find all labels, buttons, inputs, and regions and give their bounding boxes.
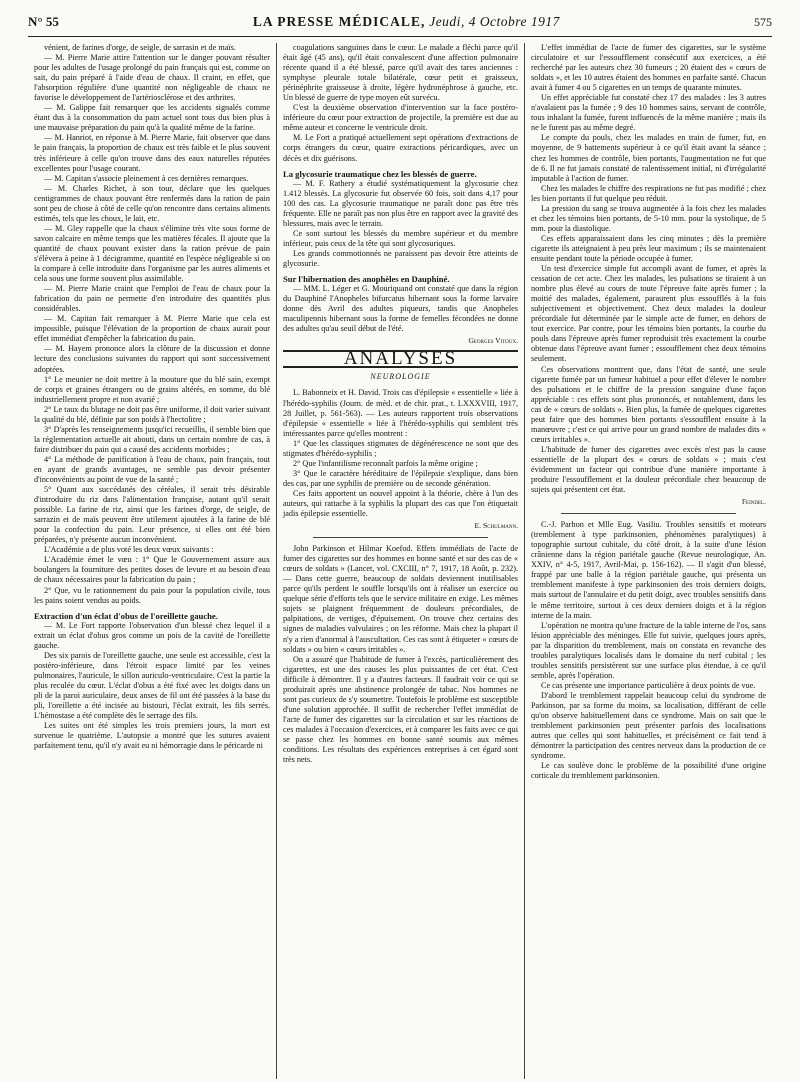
paragraph: M. Le Fort a pratiqué actuellement sept opérations d'extractions de corps étrangers du cœur, quatre extractions péricardiques, avec un décès et dix guérisons. — [283, 133, 518, 163]
paragraph: La pression du sang se trouva augmentée à la fois chez les malades et chez les témoins bien portants, de 5-10 mm. pour la systolique, de 5 mm. pour la diastolique. — [531, 203, 766, 233]
paragraph: Les grands commotionnés ne paraissent pas devoir être atteints de glycosurie. — [283, 248, 518, 268]
paragraph: Un effet appréciable fut constaté chez 17 des malades : les 3 autres n'avalaient pas la fumée ; 9 des 10 hommes sains, servant de contrôle, tous inhalant la fumée, furent influencés de la même manière ; mais ils ne le furent pas au même degré. — [531, 93, 766, 133]
paragraph: John Parkinson et Hilmar Koefod. Effets immédiats de l'acte de fumer des cigarettes sur des hommes en bonne santé et sur des cas de « cœurs de soldats » (Lancet, vol. CXCIII, n° 7, 1917, 18 Août, p. 232). — Dans cette guerre, beaucoup de soldats deviennent inutilisables parce qu'ils perdent le souffle lorsqu'ils ont à réaliser un exercice ou quelque série d'efforts tels que le service militaire en exige. Les mêmes sujets se plaignent fréquemment de douleurs précordiales, de palpitations, de vertiges, d'épuisement. On trouve chez certains des signes de maladies valvulaires ; on les réforme. Mais chez la plupart il n'y a rien d'anormal à l'auscultation. Ces cas sont à étiqueter « cœurs de soldats » ou bien « cœurs irritables ». — [283, 544, 518, 654]
paragraph: — M. Pierre Marie craint que l'emploi de l'eau de chaux pour la fabrication du pain ne permette d'en introduire des quantités plus considérables. — [34, 284, 270, 314]
section-heading-extraction: Extraction d'un éclat d'obus de l'oreillette gauche. — [34, 610, 218, 621]
divider — [313, 537, 488, 538]
paragraph: L'Académie a de plus voté les deux vœux suivants : — [44, 545, 214, 555]
divider — [561, 513, 736, 514]
paragraph: vénient, de farines d'orge, de seigle, de sarrasin et de maïs. — [44, 43, 236, 52]
paragraph: 3° Que le caractère héréditaire de l'épilepsie s'explique, dans bien des cas, par une syphilis de première ou de seconde génération. — [283, 468, 518, 488]
paragraph: — M. Pierre Marie attire l'attention sur le danger pouvant résulter pour les adultes de l'usage prolongé du pain français qui est, comme on sait, du pain préparé à l'aide d'eau de chaux. Il craint, en effet, que l'absorption régulière d'une quantité non négligeable de chaux ne favorise le développement de l'artériosclérose et des arthrites. — [34, 53, 270, 103]
paragraph: Un test d'exercice simple fut accompli avant de fumer, et après la cessation de cet acte. Chez les malades, les pulsations se tiraient à un nombre plus élevé au cours de toute l'épreuve faite après fumer ; la moitié des malades, également, paraurent plus essoufflés à la fois subjectivement et objectivement. Chez deux malades la douleur précordiale fut déterminée par le simple acte de fumer, en dehors de tout exercice. Par contre, pour les témoins bien portants, la courbe du pouls dans l'épreuve après fumer reproduisit très exactement la courbe obtenue dans l'épreuve avant fumer ; essoufflement chez deux témoins seulement. — [531, 264, 766, 364]
paragraph: L'Académie émet le vœu : 1° Que le Gouvernement assure aux boulangers la fourniture des petites doses de levure et au besoin d'eau de chaux nécessaires pour la fabrication du pain ; — [34, 555, 270, 585]
issue-number: N° 55 — [28, 14, 59, 29]
column-2-paragraphs-e — [283, 544, 518, 765]
journal-title — [253, 14, 560, 30]
section-heading-anopheles: Sur l'hibernation des anophèles en Dauphiné. — [283, 274, 450, 285]
paragraph: — M. Charles Richet, à son tour, déclare que les quelques centigrammes de chaux pouvant être renfermés dans la ration de pain sont peu de chose à côté de celle qu'on rencontre dans certains aliments estimés, tels que les choux, le lait, etc. — [34, 183, 270, 223]
paragraph: — M. F. Rathery a étudié systématiquement la glycosurie chez 1.412 blessés. La glycosurie fut observée 60 fois, soit dans 4,17 pour 100 des cas. La glycosurie traumatique ne paraît donc pas être très fréquente. Elle ne paraît pas non plus être en rapport avec la gravité des blessures, mais avec le terrain. — [283, 178, 518, 228]
paragraph: 5° Quant aux succédanés des céréales, il serait très désirable d'introduire du riz dans l'alimentation française, autant qu'il serait possible. La farine de riz, ainsi que les farines d'orge, de seigle, de sarrazin et de maïs peuvent être utilement ajoutées à la farine de blé pour la confection du pain. Leur présence, si elles ont été bien préparées, n'y présente aucun inconvénient. — [34, 485, 270, 545]
paragraph: Chez les malades le chiffre des respirations ne fut pas modifié ; chez les bien portants il fut quelque peu réduit. — [531, 183, 766, 203]
signature-feindel: Feindel. — [741, 497, 766, 507]
paragraph: D'abord le tremblement rappelait beaucoup celui du syndrome de Parkinson, par sa forme du moins, sa localisation, différant de celle qu'on observe habituellement dans ce syndrome. Mais on sait que le tremblement parkinsonien peut présenter parfois des localisations autres que celles qui sont habituelles, et précisément ce fait tend à démontrer la participation des centres nerveux dans la production de ce syndrome. — [531, 690, 766, 761]
section-neurologie: NEUROLOGIE — [370, 372, 431, 382]
paragraph: Ce sont surtout les blessés du membre supérieur et du membre inférieur, puis ceux de la tête qui sont glycosuriques. — [283, 228, 518, 248]
column-3 — [524, 43, 772, 1079]
paragraph: C.-J. Parhon et Mlle Eug. Vasiliu. Troubles sensitifs et moteurs (tremblement à type parkinsonien, phénomènes paralytiques) à topographie surtout cubitale, du côté droit, à la suite d'une lésion crânienne dans la région pariétale gauche (Revue neurologique, An. XXIV, n° 4-5, 1917, Avril-Mai, p. 156-162). — Il s'agit d'un blessé, frappé par une balle à la région pariétale gauche, qui présenta un tremblement manifeste à type parkinsonien des trois derniers doigts, mais surtout de l'annulaire et du petit doigt, avec troubles sensitifs dans le même territoire, surtout à ces deux derniers doigts et à la région interne de la main. — [531, 520, 766, 620]
column-1 — [28, 43, 276, 1079]
signature-vitoux: Georges Vitoux. — [468, 336, 518, 346]
paragraph: — M. Hayem prononce alors la clôture de la discussion et donne lecture des conclusions suivantes du rapport qui sont successivement adoptées. — [34, 344, 270, 374]
paragraph: — M. Capitan fait remarquer à M. Pierre Marie que cela est impossible, puisque l'élévation de la proportion de chaux aurait pour effet immédiat d'empêcher la fabrication du pain. — [34, 314, 270, 344]
paragraph: 1° Que les classiques stigmates de dégénérescence ne sont que des stigmates d'hérédo-syphilis ; — [283, 438, 518, 458]
paragraph: Ces faits apportent un nouvel appoint à la théorie, chère à l'un des auteurs, qui rattache à la syphilis la plupart des cas que l'on étiquetait jadis épilepsie essentielle. — [283, 488, 518, 519]
paragraph: — M. Galippe fait remarquer que les accidents signalés comme étant dus à la consommation du pain actuel sont tous dus bien plus à une mauvaise préparation du pain qu'à la qualité même de la farine. — [34, 103, 270, 133]
paragraph: C'est la deuxième observation d'intervention sur la face postéro-inférieure du cœur pour extraction de projectile, la première est due au même auteur et concerne le ventricule droit. — [283, 103, 518, 133]
issue-date: Jeudi, 4 Octobre 1917 — [429, 14, 560, 29]
paragraph: — M. Gley rappelle que la chaux s'élimine très vite sous forme de savon calcaire en même temps que les matières fécales. Il ajoute que la quantité de chaux pouvant exister dans la ration prévue de pain s'élèvera à peine à 1 décigramme, quantité en l'espèce négligeable si on la compare à celle introduite dans l'organisme par les autres aliments et cela sous une forme souvent plus assimilable. — [34, 223, 270, 284]
paragraph: 2° Le taux du blutage ne doit pas être uniforme, il doit varier suivant la qualité du blé, définie par son poids à l'hectolitre ; — [34, 404, 270, 424]
paragraph: 2° Que l'infantilisme reconnaît parfois la même origine ; — [293, 458, 478, 468]
column-1-paragraphs — [34, 43, 270, 606]
paragraph: 3° D'après les renseignements jusqu'ici recueillis, il semble bien que la réglementation actuelle ait abouti, dans un certain nombre de cas, à faire distribuer du pain qui a causé des accidents morbides ; — [34, 424, 270, 454]
column-2-paragraphs-b — [283, 179, 518, 269]
analyses-title: ANALYSES — [283, 350, 518, 368]
paragraph: 1° Le meunier ne doit mettre à la mouture que du blé sain, exempt de corps et graines étrangers ou de grains altérés, en somme, du blé industriellement propre et non avarié ; — [34, 374, 270, 404]
journal-name: LA PRESSE MÉDICALE, — [252, 14, 426, 29]
section-heading-glycosurie: La glycosurie traumatique chez les blessés de guerre. — [283, 168, 477, 179]
paragraph: On a assuré que l'habitude de fumer à l'excès, particulièrement des cigarettes, est une des causes les plus puissantes de cet état. C'est difficile à démontrer. Il y a d'autres facteurs. Il faudrait voir ce qui se produirait après une abstinence prolongée de tabac. Nos hommes ne sont pas curieux de s'y soumettre. Toutefois le problème est susceptible d'une solution approchée. Il suffit de rechercher l'effet immédiat de l'acte de fumer des cigarettes sur la circulation et sur les réactions de ces malades à l'occasion d'exercices, et à comparer les faits avec ce qui se passe chez les hommes en bonne santé soumis aux mêmes conditions. Les résultats des expériences entreprises à cet égard sont très nets. — [283, 654, 518, 765]
paragraph: Ces observations montrent que, dans l'état de santé, une seule cigarette fumée par un fumeur habituel a pour effet d'élever le nombre des pulsations et le chiffre de la pression sanguine d'une façon appréciable : ces effets sont plus prononcés, et notablement, dans les cas de « cœurs de soldats ». Bien plus, la fumée de quelques cigarettes peut faire que des hommes bien portants s'essoufflent ensuite à la manœuvre ; c'est ce qui arrive pour un grand nombre de malades dits « cœurs irritables ». — [531, 364, 766, 444]
paragraph: — M. Capitan s'associe pleinement à ces dernières remarques. — [44, 173, 249, 183]
column-2-paragraphs-c — [283, 284, 518, 334]
signature-schulmann: E. Schulmann. — [474, 521, 518, 531]
page-header — [28, 14, 772, 37]
column-2-paragraphs-a — [283, 43, 518, 164]
paragraph: — M. Hanriot, en réponse à M. Pierre Marie, fait observer que dans le pain français, la proportion de chaux est très faible et le plus souvent très inférieure à celle qu'on trouve dans des eaux naturelles réputées excellentes pour l'usage courant. — [34, 133, 270, 173]
column-3-paragraphs-a — [531, 43, 766, 495]
paragraph: Le compte du pouls, chez les malades en train de fumer, fut, en moyenne, de 9 battements supérieur à ce qu'il était avant la séance ; chez les hommes de contrôle, bien portants, l'augmentation ne fut que de 6. Il ne fut jamais constaté de ralentissement initial, ni d'irrégularité imputable à l'action de fumer. — [531, 133, 766, 183]
paragraph: Des six parois de l'oreillette gauche, une seule est accessible, c'est la postéro-inférieure, dans l'étroit espace limité par les veines pulmonaires, l'auricule, le sillon auriculo-ventriculaire. C'est la partie la plus reculée du cœur. L'éclat d'obus a été fixé avec les doigts dans un pli de la paroi auriculaire, deux anses de fil ont été passées à la base du pli, l'oreillette a été incisée au bistouri, l'éclat extrait, les fils serrés. L'hémostase a été complète dès le serrage des fils. — [34, 650, 270, 721]
paragraph: L'effet immédiat de l'acte de fumer des cigarettes, sur le système circulatoire et sur l'essoufflement consécutif aux exercices, a été recherché par les auteurs chez 30 fumeurs ; 20 étaient des « cœurs de soldats », et les 10 autres étaient des hommes en parfaite santé. Chacun avait à fumer 4 ou 5 cigarettes en un temps de quarante minutes. — [531, 43, 766, 93]
paragraph: Les suites ont été simples les trois premiers jours, la mort est survenue le quatrième. L'autopsie a montré que les sutures avaient parfaitement tenu, qu'il n'y avait eu ni hémorragie dans le péricarde ni — [34, 721, 270, 751]
paragraph: 2° Que, vu le rationnement du pain pour la population civile, tous les pains soient vendus au poids. — [34, 585, 270, 605]
column-1-extraction-paragraphs — [34, 621, 270, 752]
paragraph: L. Babonneix et H. David. Trois cas d'épilepsie « essentielle » liée à l'hérédo-syphilis (Journ. de méd. et de chir. prat., t. LXXXVIII, 1917, 28 Juillet, p. 561-563). — Les auteurs rapportent trois observations d'épilepsie « essentielle » liée à l'hérédo-syphilis qui semblent très intéressantes parce qu'elles montrent : — [283, 388, 518, 438]
paragraph: L'habitude de fumer des cigarettes avec excès n'est pas la cause essentielle de la plupart des « cœurs de soldats » ; mais c'est évidemment un facteur qui contribue d'une manière importante à produire l'essoufflement et la douleur précordiale chez beaucoup de sujets qui présentent cet état. — [531, 444, 766, 495]
paragraph: Ce cas présente une importance particulière à deux points de vue. — [541, 680, 756, 690]
paragraph: 4° La méthode de panification à l'eau de chaux, pain français, tout en ayant de grands avantages, ne semble pas devoir présenter d'inconvénients au point de vue de la santé ; — [34, 454, 270, 485]
column-3-paragraphs-b — [531, 520, 766, 781]
paragraph: coagulations sanguines dans le cœur. Le malade a fléchi parce qu'il était âgé (45 ans), qu'il était convalescent d'une affection pulmonaire récente quand il a été blessé, parce qu'il avait des tares anciennes : symphyse pleurale totale bilatérale, cœur petit et graisseux, périnéphrite graisseuse à droite, légère hydronéphrose à gauche, etc. Un blessé de guerre de type moyen eût survécu. — [283, 43, 518, 103]
page-number: 575 — [754, 15, 772, 29]
column-2 — [276, 43, 524, 1079]
column-2-paragraphs-d — [283, 388, 518, 519]
paragraph: Ces effets apparaissaient dans les cinq minutes ; dès la première cigarette ils atteignaient à peu près leur maximum ; ils se maintenaient ensuite pendant toute la période occupée à fumer. — [531, 233, 766, 263]
paragraph: L'opération ne montra qu'une fracture de la table interne de l'os, sans lésion appréciable des méninges. Elle fut suivie, quelques jours après, par la disparition du tremblement, mais on constata en revanche des troubles paralytiques localisés dans le domaine du nerf cubital ; les troubles sensitifs persistèrent sur une surface plus étendue, à ce qu'il semble, après l'opération. — [531, 620, 766, 680]
paragraph: Le cas soulève donc le problème de la possibilité d'une origine corticale du tremblement parkinsonien. — [531, 761, 766, 781]
paragraph: — M. Le Fort rapporte l'observation d'un blessé chez lequel il a extrait un éclat d'obus gros comme un pois de la cavité de l'oreillette gauche. — [34, 620, 270, 650]
paragraph: — MM. L. Léger et G. Mouriquand ont constaté que dans la région du Dauphiné l'Anopheles bifurcatus hibernant sous la forme larvaire donne dès Avril des adultes piqueurs, tandis que Anopheles maculipennis hibernant sous la forme de femelles fécondées ne donne des adultes qu'au seuil début de l'été. — [283, 284, 518, 334]
